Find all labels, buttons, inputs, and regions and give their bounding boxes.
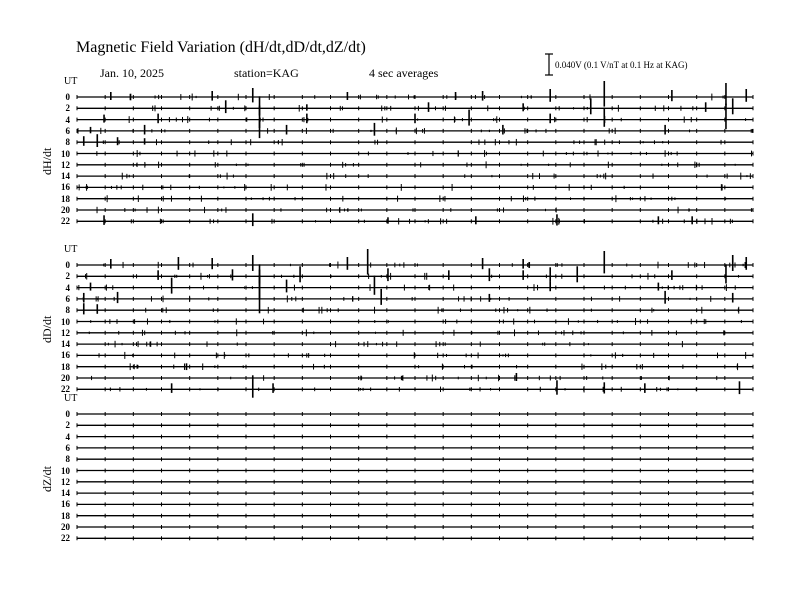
row-label: 10 xyxy=(61,316,70,327)
row-label: 2 xyxy=(65,420,70,431)
row-label: 12 xyxy=(61,327,70,338)
station-label: station=KAG xyxy=(234,66,299,80)
row-label: 8 xyxy=(65,454,70,465)
date-label: Jan. 10, 2025 xyxy=(100,66,164,80)
row-label: 12 xyxy=(61,476,70,487)
row-label: 16 xyxy=(61,350,70,361)
row-label: 0 xyxy=(65,260,70,270)
row-label: 18 xyxy=(61,361,70,372)
row-label: 14 xyxy=(61,339,70,350)
row-label: 6 xyxy=(65,293,70,304)
panel-label: dH/dt xyxy=(40,147,54,175)
row-label: 22 xyxy=(61,533,70,544)
panel-label: dD/dt xyxy=(40,315,54,343)
row-label: 20 xyxy=(61,205,70,215)
row-label: 20 xyxy=(61,522,70,532)
row-label: 10 xyxy=(61,465,70,476)
row-label: 6 xyxy=(65,125,70,136)
row-label: 14 xyxy=(61,488,70,499)
ut-label: UT xyxy=(64,76,78,87)
row-label: 14 xyxy=(61,171,70,182)
row-label: 10 xyxy=(61,148,70,159)
row-label: 0 xyxy=(65,92,70,102)
row-label: 22 xyxy=(61,384,70,395)
scale-label: 0.040V (0.1 V/nT at 0.1 Hz at KAG) xyxy=(555,60,688,70)
row-label: 16 xyxy=(61,499,70,510)
row-label: 4 xyxy=(65,114,70,125)
row-label: 2 xyxy=(65,103,70,114)
row-label: 8 xyxy=(65,305,70,316)
row-label: 2 xyxy=(65,271,70,282)
ut-label: UT xyxy=(64,244,78,255)
row-label: 6 xyxy=(65,442,70,453)
ut-label: UT xyxy=(64,393,78,404)
row-label: 12 xyxy=(61,159,70,170)
row-label: 18 xyxy=(61,193,70,204)
row-label: 18 xyxy=(61,510,70,521)
row-label: 8 xyxy=(65,137,70,148)
row-label: 20 xyxy=(61,373,70,383)
row-label: 4 xyxy=(65,282,70,293)
row-label: 16 xyxy=(61,182,70,193)
panel-label: dZ/dt xyxy=(40,466,54,492)
row-label: 22 xyxy=(61,216,70,227)
scale-bar xyxy=(545,54,553,75)
row-label: 4 xyxy=(65,431,70,442)
averaging-label: 4 sec averages xyxy=(369,66,439,80)
row-label: 0 xyxy=(65,409,70,419)
chart-title: Magnetic Field Variation (dH/dt,dD/dt,dZ/dt) xyxy=(76,39,366,56)
